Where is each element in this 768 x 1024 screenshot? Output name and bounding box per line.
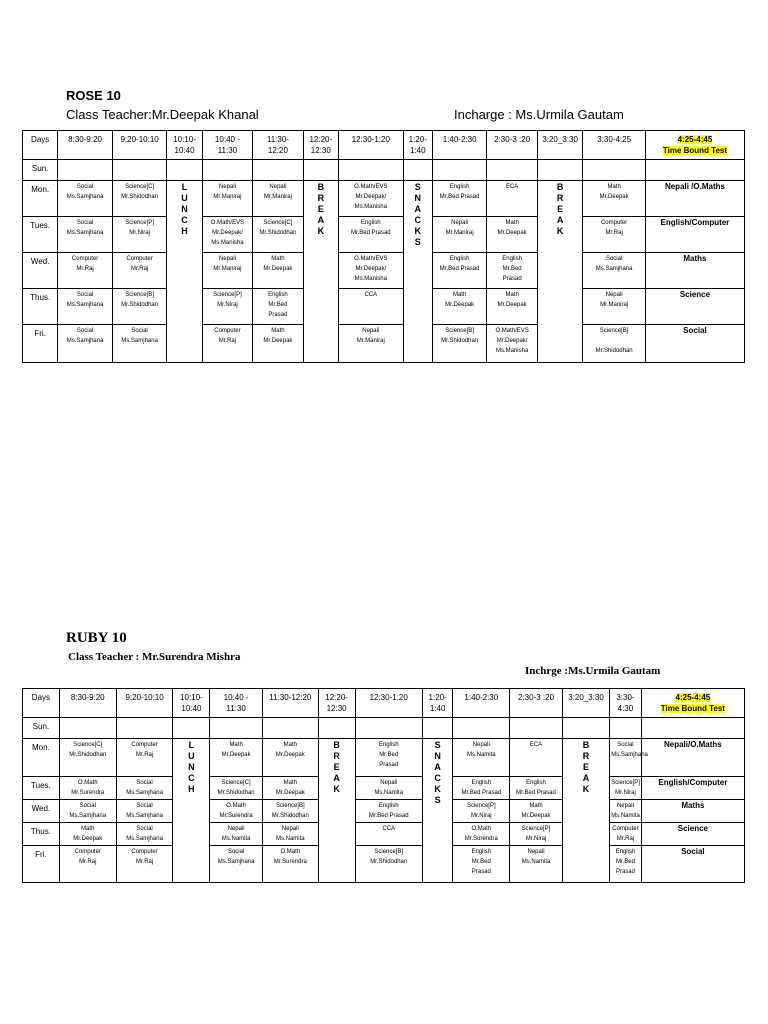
period-cell: Computer Mr.Raj: [58, 253, 113, 289]
period-cell: Social Ms.Samjhana: [116, 800, 173, 823]
header-13: 4:25-4:45 Time Bound Test: [645, 131, 744, 160]
period-cell: ECA: [510, 739, 563, 777]
rose-class-teacher: Class Teacher:Mr.Deepak Khanal: [66, 107, 259, 122]
ruby-incharge: Inchrge :Ms.Urmila Gautam: [525, 665, 661, 677]
period-cell: Social Ms.Samjhana: [210, 846, 263, 883]
period-cell: Math Mr.Deepak: [210, 739, 263, 777]
header-13: 4:25-4:45 Time Bound Test: [641, 689, 744, 718]
day-label: Wed.: [23, 800, 60, 823]
period-cell: English Mr.Bed Prasad: [338, 217, 403, 253]
header-3: 10:10- 10:40: [173, 689, 210, 718]
period-cell: Science[C] Mr.Shidodhan: [210, 777, 263, 800]
header-0: Days: [23, 689, 60, 718]
period-cell: O.Math Mr.Surendra: [59, 777, 116, 800]
period-cell: Nepali Mr.Maniraj: [432, 217, 487, 253]
time-bound-test-cell: Maths: [645, 253, 744, 289]
period-cell: English Mr.Bed Prasad: [253, 289, 303, 325]
day-label: Fri.: [23, 846, 60, 883]
period-cell: [610, 718, 642, 739]
empty-cell: [403, 160, 432, 181]
header-11: 3:20_3:30: [537, 131, 582, 160]
time-bound-test-cell: Nepali /O.Maths: [645, 181, 744, 217]
header-8: 1:20- 1:40: [403, 131, 432, 160]
period-cell: Science[B] Mr.Shidodhan: [432, 325, 487, 363]
period-cell: O.Math Mr.Surendra: [453, 823, 510, 846]
header-6: 12:20- 12:30: [318, 689, 355, 718]
period-cell: Computer Mr.Raj: [610, 823, 642, 846]
time-bound-test-cell: Social: [641, 846, 744, 883]
header-2: 9:20-10:10: [116, 689, 173, 718]
period-cell: Computer Mr.Raj: [202, 325, 252, 363]
table-row: [23, 160, 745, 181]
table-row: [23, 846, 745, 883]
header-9: 1:40-2:30: [453, 689, 510, 718]
time-bound-test-cell: [645, 160, 744, 181]
period-cell: Math Mr.Deepak: [262, 777, 318, 800]
period-cell: Social Ms.Samjhana: [610, 739, 642, 777]
table-row: [23, 800, 745, 823]
period-cell: Science[P] Mr.Niraj: [610, 777, 642, 800]
lunch-label: L U N C H: [167, 181, 202, 363]
header-11: 3:20_3:30: [562, 689, 609, 718]
period-cell: [453, 718, 510, 739]
break2-label: B R E A K: [537, 181, 582, 363]
header-8: 1:20- 1:40: [422, 689, 453, 718]
period-cell: Nepali Ms.Namita: [453, 739, 510, 777]
day-label: Sun.: [23, 160, 58, 181]
snacks-label: S N A C K S: [403, 181, 432, 363]
empty-cell: [422, 718, 453, 739]
period-cell: Science[C] Mr.Shidodhan: [112, 181, 167, 217]
ruby-title: RUBY 10: [66, 630, 127, 646]
period-cell: Nepali Ms.Namita: [262, 823, 318, 846]
period-cell: Computer Mr.Raj: [116, 739, 173, 777]
period-cell: English Mr.Bed Prasad: [432, 253, 487, 289]
period-cell: Nepali Mr.Maniraj: [253, 181, 303, 217]
table-row: [23, 777, 745, 800]
table-row: [23, 718, 745, 739]
period-cell: English Mr.Bed Prasad: [432, 181, 487, 217]
header-2: 9:20-10:10: [112, 131, 167, 160]
header-1: 8:30-9:20: [59, 689, 116, 718]
table-row: [23, 739, 745, 777]
period-cell: Nepali Mr.Maniraj: [583, 289, 646, 325]
period-cell: Nepali Ms.Namita: [210, 823, 263, 846]
rose-incharge: Incharge : Ms.Urmila Gautam: [454, 107, 624, 122]
period-cell: [510, 718, 563, 739]
period-cell: Math Mr.Deepak: [487, 289, 537, 325]
period-cell: Science[P] Mr.Niraj: [202, 289, 252, 325]
period-cell: Social Ms.Samjhana: [59, 800, 116, 823]
day-label: Thus.: [23, 289, 58, 325]
period-cell: O.Math/EVS Mr.Deepak/ Ms.Manisha: [487, 325, 537, 363]
time-bound-test-cell: English/Computer: [645, 217, 744, 253]
period-cell: Social Ms.Samjhana: [58, 325, 113, 363]
time-bound-test-cell: Science: [641, 823, 744, 846]
day-label: Mon.: [23, 739, 60, 777]
period-cell: O.Math/EVS Mr.Deepak/ Ms.Manisha: [202, 217, 252, 253]
empty-cell: [318, 718, 355, 739]
header-5: 11:30-12:20: [262, 689, 318, 718]
period-cell: English Mr.Bed Prasad: [453, 777, 510, 800]
period-cell: [253, 160, 303, 181]
period-cell: Social Ms.Samjhana: [58, 217, 113, 253]
table-row: [23, 325, 745, 363]
period-cell: English Mr.Bed Prasad: [453, 846, 510, 883]
period-cell: Nepali Mr.Maniraj: [338, 325, 403, 363]
break-label: B R E A K: [303, 181, 338, 363]
day-label: Tues.: [23, 217, 58, 253]
period-cell: Science[P] Mr.Niraj: [453, 800, 510, 823]
period-cell: Math Mr.Deepak: [432, 289, 487, 325]
period-cell: ECA: [487, 181, 537, 217]
period-cell: English Mr.Bed Prasad: [487, 253, 537, 289]
period-cell: Math Mr.Deepak: [262, 739, 318, 777]
period-cell: Social Ms.Samjhana: [583, 253, 646, 289]
period-cell: English Mr.Bed Prasad: [610, 846, 642, 883]
table-row: [23, 181, 745, 217]
break2-label: B R E A K: [562, 739, 609, 883]
header-1: 8:30-9:20: [58, 131, 113, 160]
snacks-label: S N A C K S: [422, 739, 453, 883]
day-label: Mon.: [23, 181, 58, 217]
period-cell: O.Math Mr.Surendra: [210, 800, 263, 823]
period-cell: Social Ms.Samjhana: [112, 325, 167, 363]
period-cell: [112, 160, 167, 181]
empty-cell: [167, 160, 202, 181]
rose-timetable: [22, 130, 745, 363]
period-cell: Science[P] Mr.Niraj: [112, 217, 167, 253]
period-cell: Computer Mr.Raj: [59, 846, 116, 883]
day-label: Thus.: [23, 823, 60, 846]
period-cell: Nepali Ms.Namita: [355, 777, 422, 800]
header-6: 12:20- 12:30: [303, 131, 338, 160]
empty-cell: [562, 718, 609, 739]
table-row: [23, 217, 745, 253]
period-cell: O.Math/EVS Mr.Deepak/ Ms.Manisha: [338, 253, 403, 289]
header-4: 10:40 - 11:30: [202, 131, 252, 160]
time-bound-test-cell: English/Computer: [641, 777, 744, 800]
period-cell: O.Math/EVS Mr.Deepak/ Ms.Manisha: [338, 181, 403, 217]
lunch-label: L U N C H: [173, 739, 210, 883]
table-row: [23, 289, 745, 325]
time-bound-test-cell: Nepali/O.Maths: [641, 739, 744, 777]
empty-cell: [303, 160, 338, 181]
period-cell: Math Mr.Deepak: [59, 823, 116, 846]
period-cell: [58, 160, 113, 181]
header-7: 12:30-1:20: [355, 689, 422, 718]
header-12: 3:30-4:25: [583, 131, 646, 160]
day-label: Sun.: [23, 718, 60, 739]
header-10: 2:30-3 :20: [510, 689, 563, 718]
period-cell: Math Mr.Deepak: [510, 800, 563, 823]
period-cell: English Mr.Bed Prasad: [355, 800, 422, 823]
period-cell: Science[C] Mr.Shidodhan: [59, 739, 116, 777]
ruby-timetable: [22, 688, 745, 883]
period-cell: Nepali Mr.Maniraj: [202, 181, 252, 217]
header-0: Days: [23, 131, 58, 160]
break-label: B R E A K: [318, 739, 355, 883]
period-cell: Nepali Mr.Maniraj: [202, 253, 252, 289]
period-cell: [338, 160, 403, 181]
period-cell: [116, 718, 173, 739]
period-cell: Science[P] Mr.Niraj: [510, 823, 563, 846]
period-cell: CCA: [338, 289, 403, 325]
table-row: [23, 823, 745, 846]
time-bound-test-cell: [641, 718, 744, 739]
period-cell: CCA: [355, 823, 422, 846]
period-cell: Science[B] Mr.Shidodhan: [112, 289, 167, 325]
header-7: 12:30-1:20: [338, 131, 403, 160]
table-row: [23, 253, 745, 289]
period-cell: Science[B] Mr.Shidodhan: [583, 325, 646, 363]
period-cell: [355, 718, 422, 739]
period-cell: Social Ms.Samjhana: [116, 823, 173, 846]
header-12: 3:30- 4:30: [610, 689, 642, 718]
period-cell: Math Mr.Deepak: [253, 253, 303, 289]
period-cell: English Mr.Bed Prasad: [355, 739, 422, 777]
time-bound-test-cell: Science: [645, 289, 744, 325]
period-cell: Science[B] Mr.Shidodhan: [355, 846, 422, 883]
period-cell: Nepali Ms.Namita: [610, 800, 642, 823]
period-cell: Social Ms.Samjhana: [116, 777, 173, 800]
period-cell: O.Math Mr.Surendra: [262, 846, 318, 883]
period-cell: Science[B] Mr.Shidodhan: [262, 800, 318, 823]
time-bound-test-cell: Social: [645, 325, 744, 363]
period-cell: Math Mr.Deepak: [583, 181, 646, 217]
header-4: 10:40 - 11:30: [210, 689, 263, 718]
period-cell: Science[C] Mr.Shidodhan: [253, 217, 303, 253]
empty-cell: [173, 718, 210, 739]
period-cell: Social Ms.Samjhana: [58, 289, 113, 325]
header-10: 2:30-3 :20: [487, 131, 537, 160]
period-cell: [432, 160, 487, 181]
period-cell: Math Mr.Deepak: [487, 217, 537, 253]
period-cell: Nepali Ms.Namita: [510, 846, 563, 883]
ruby-class-teacher: Class Teacher : Mr.Surendra Mishra: [68, 651, 241, 663]
header-3: 10:10- 10:40: [167, 131, 202, 160]
rose-title: ROSE 10: [66, 88, 121, 103]
day-label: Wed.: [23, 253, 58, 289]
period-cell: Computer Mr.Raj: [112, 253, 167, 289]
period-cell: [202, 160, 252, 181]
day-label: Tues.: [23, 777, 60, 800]
period-cell: Computer Mr.Raj: [116, 846, 173, 883]
period-cell: [59, 718, 116, 739]
header-5: 11:30- 12:20: [253, 131, 303, 160]
period-cell: Social Ms.Samjhana: [58, 181, 113, 217]
period-cell: Computer Mr.Raj: [583, 217, 646, 253]
day-label: Fri.: [23, 325, 58, 363]
period-cell: English Mr.Bed Prasad: [510, 777, 563, 800]
period-cell: Math Mr.Deepak: [253, 325, 303, 363]
period-cell: [210, 718, 263, 739]
empty-cell: [537, 160, 582, 181]
period-cell: [583, 160, 646, 181]
time-bound-test-cell: Maths: [641, 800, 744, 823]
period-cell: [262, 718, 318, 739]
period-cell: [487, 160, 537, 181]
header-9: 1:40-2:30: [432, 131, 487, 160]
